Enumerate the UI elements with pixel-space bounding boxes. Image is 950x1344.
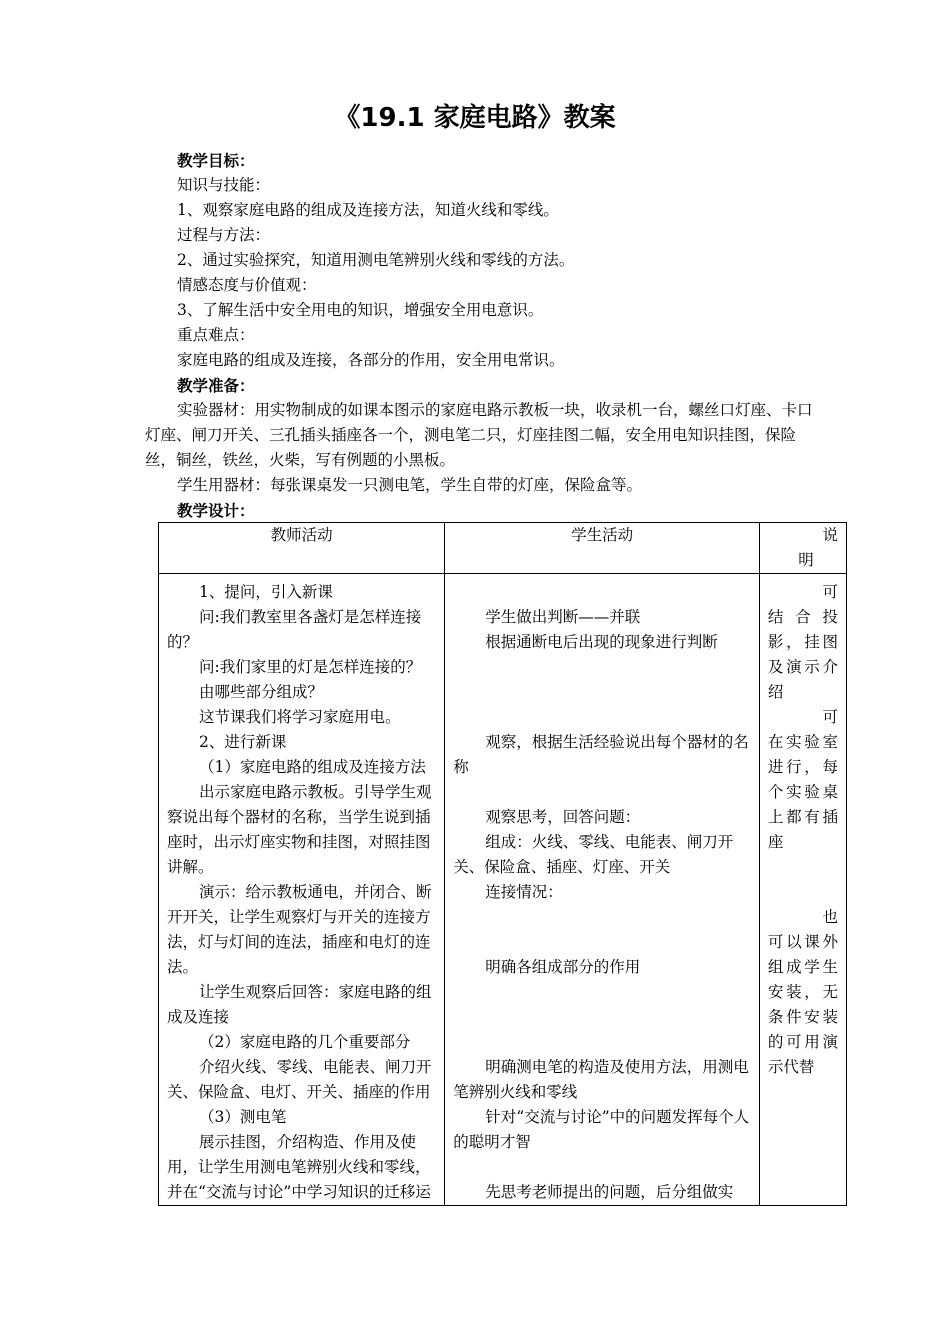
student-line: 针对“交流与讨论”中的问题发挥每个人的聪明才智 (453, 1108, 750, 1151)
student-line: 明确各组成部分的作用 (485, 958, 641, 976)
student-line: 学生做出判断——并联 (485, 608, 641, 626)
attitude-heading: 情感态度与价值观： (177, 276, 317, 294)
page-title: 《19.1 家庭电路》教案 (334, 103, 616, 133)
teacher-line: 1、提问，引入新课 (199, 583, 333, 601)
teacher-line: 展示挂图，介绍构造、作用及使用，让学生用测电笔辨别火线和零线，并在“交流与讨论”中学习知识的迁移运 (167, 1133, 431, 1201)
design-heading: 教学设计： (177, 501, 255, 520)
teacher-line: （1）家庭电路的组成及连接方法 (199, 758, 426, 776)
note-line: 可以课外组成学生安装，无条件安装的可用演示代替 (767, 933, 838, 1076)
keypoints-item: 家庭电路的组成及连接，各部分的作用，安全用电常识。 (177, 351, 565, 369)
teacher-line: 这节课我们将学习家庭用电。 (199, 708, 401, 726)
knowledge-item: 1、观察家庭电路的组成及连接方法，知道火线和零线。 (177, 201, 559, 219)
header-note (759, 523, 846, 574)
teacher-line: 让学生观察后回答：家庭电路的组成及连接 (167, 983, 432, 1026)
teacher-line: （2）家庭电路的几个重要部分 (199, 1033, 411, 1051)
teacher-line: 出示家庭电路示教板。引导学生观察说出每个器材的名称，当学生说到插座时，出示灯座实物和挂图，对照挂图讲解。 (167, 783, 432, 876)
teacher-line: 演示：给示教板通电，并闭合、断开开关，让学生观察灯与开关的连接方法，灯与灯间的连法，插座和电灯的连法。 (167, 883, 432, 976)
header-note-line-1: 说 (822, 526, 838, 544)
student-line: 先思考老师提出的问题，后分组做实 (485, 1183, 734, 1201)
teacher-line: （3）测电笔 (199, 1108, 287, 1126)
header-note-line-2: 明 (798, 551, 814, 569)
teacher-line: 问:我们家里的灯是怎样连接的？ (199, 658, 422, 676)
student-line: 观察思考，回答问题： (485, 808, 641, 826)
header-student: 学生活动 (445, 523, 760, 574)
teacher-line: 介绍火线、零线、电能表、闸刀开关、保险盒、电灯、开关、插座的作用 (167, 1058, 432, 1101)
prep-heading: 教学准备： (177, 376, 255, 395)
table-header-row (159, 523, 847, 574)
teacher-line: 2、进行新课 (199, 733, 287, 751)
student-line: 观察，根据生活经验说出每个器材的名称 (453, 733, 749, 776)
table-row (159, 574, 847, 1206)
note-line: 可 (822, 708, 838, 726)
document-body (145, 148, 815, 523)
student-line: 连接情况： (485, 883, 563, 901)
note-line: 也 (822, 908, 838, 926)
process-heading: 过程与方法： (177, 226, 271, 244)
note-cell (759, 574, 854, 1206)
attitude-item: 3、了解生活中安全用电的知识，增强安全用电意识。 (177, 301, 544, 319)
keypoints-heading: 重点难点： (177, 326, 255, 344)
teaching-design-table (158, 522, 854, 1206)
process-item: 2、通过实验探究，知道用测电笔辨别火线和零线的方法。 (177, 251, 575, 269)
teacher-line: 问:我们教室里各盏灯是怎样连接的？ (167, 608, 422, 651)
prep-experiment: 实验器材：用实物制成的如课本图示的家庭电路示教板一块，收录机一台，螺丝口灯座、卡口灯座、闸刀开关、三孔插头插座各一个，测电笔二只，灯座挂图二幅，安全用电知识挂图，保险丝，铜丝，铁丝，火柴，写有例题的小黑板。 (145, 401, 813, 469)
note-line: 在实验室 进行，每个实验桌上都有插座 (767, 733, 854, 851)
student-line: 明确测电笔的构造及使用方法，用测电笔辨别火线和零线 (453, 1058, 749, 1101)
note-line: 结合投影，挂图及演示介绍 (767, 608, 838, 701)
student-activity-cell (445, 574, 760, 1206)
student-line: 根据通断电后出现的现象进行判断 (485, 633, 718, 651)
student-line: 组成：火线、零线、电能表、闸刀开关、保险盒、插座、灯座、开关 (453, 833, 734, 876)
knowledge-heading: 知识与技能： (177, 176, 271, 194)
prep-student: 学生用器材：每张课桌发一只测电笔，学生自带的灯座，保险盒等。 (177, 476, 643, 494)
header-teacher: 教师活动 (159, 523, 445, 574)
teacher-line: 由哪些部分组成？ (199, 683, 324, 701)
teacher-activity-cell (159, 574, 445, 1206)
note-line: 可 (822, 583, 838, 601)
objectives-heading: 教学目标： (177, 151, 255, 170)
